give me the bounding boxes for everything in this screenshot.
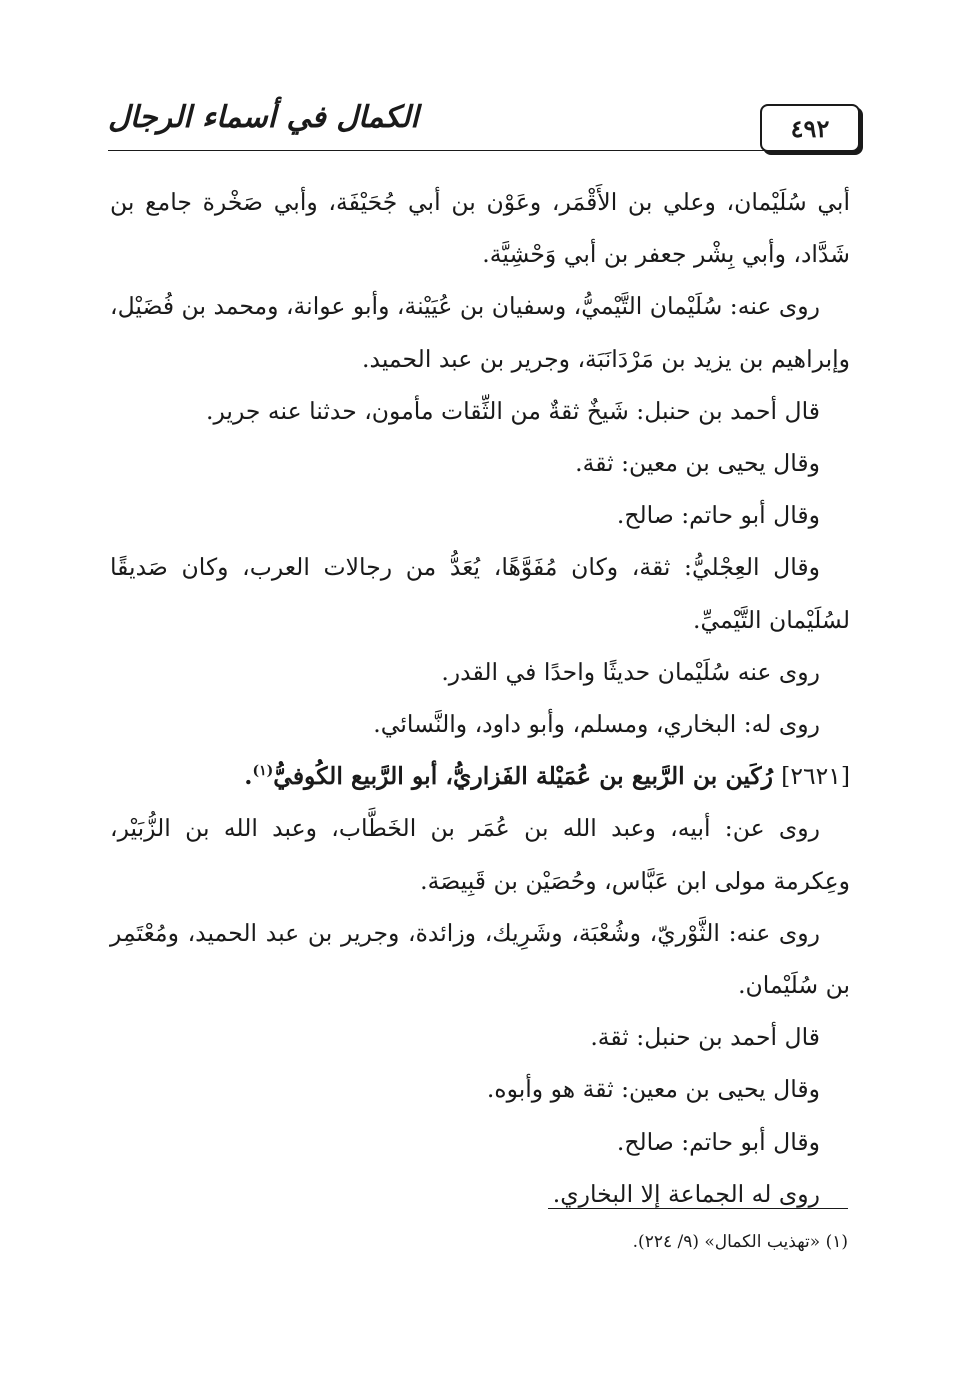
paragraph: قال أحمد بن حنبل: شَيخٌ ثقةٌ من الثِّقات مأمون، حدثنا عنه جرير. [205, 396, 820, 425]
paragraph: وقال أبو حاتم: صالح. [616, 501, 820, 530]
page-header [108, 96, 860, 156]
footnotes [108, 1228, 848, 1256]
footnote-separator [548, 1208, 848, 1209]
entry-heading [110, 750, 850, 802]
entry-number: [٢٦٢١] [781, 762, 850, 791]
header-rule [108, 150, 860, 151]
paragraph: وقال يحيى بن معين: ثقة هو وأبوه. [486, 1075, 820, 1104]
entry-end-punct: . [244, 762, 253, 791]
paragraph: أبي سُلَيْمان، وعلي بن الأَقْمَر، وعَوْن بن أبي جُحَيْفَة، وأبي صَخْرة جامع بن شَدَّاد، وأبي بِشْر جعفر بن أبي وَحْشِيَّة. [110, 188, 850, 269]
footnote: (١) «تهذيب الكمال» (٩/ ٢٢٤). [632, 1232, 848, 1252]
page-number-box [760, 104, 860, 152]
paragraph: وقال أبو حاتم: صالح. [616, 1127, 820, 1156]
entry-name: رُكَين بن الرَّبيع بن عُمَيْلة الفَزاريُّ، أبو الرَّبيع الكُوفيُّ [273, 762, 773, 791]
paragraph: روى له: البخاري، ومسلم، وأبو داود، والنَّسائي. [373, 710, 820, 739]
paragraph: روى عن: أبيه، وعبد الله بن عُمَر بن الخَطَّاب، وعبد الله بن الزُّبَيْر، وعِكرمة مولى ابن عَبَّاس، وحُصَيْن بن قَبِيصَة. [110, 814, 850, 895]
footnote-reference[interactable]: (١) [252, 763, 274, 780]
paragraph: روى عنه سُلَيْمان حديثًا واحدًا في القدر. [441, 657, 820, 686]
paragraph: روى عنه: الثَّوْريّ، وشُعْبَة، وشَرِيك، وزائدة، وجرير بن عبد الحميد، ومُعْتَمِر بن سُلَيْمان. [110, 918, 850, 1000]
page-number: ٤٩٢ [790, 113, 830, 143]
paragraph: قال أحمد بن حنبل: ثقة. [590, 1023, 820, 1052]
main-text [110, 176, 850, 1220]
paragraph: روى له الجماعة إلا البخاري. [552, 1179, 820, 1208]
paragraph: وقال يحيى بن معين: ثقة. [575, 449, 820, 478]
paragraph: روى عنه: سُلَيْمان التَّيْميُّ، وسفيان بن عُيَيْنة، وأبو عوانة، ومحمد بن فُضَيْل، وإبراهيم بن يزيد بن مَرْدَانَبَة، وجرير بن عبد الحميد. [110, 292, 850, 373]
paragraph: وقال العِجْليُّ: ثقة، وكان مُفَوَّهًا، يُعَدُّ من رجالات العرب، وكان صَديقًا لسُلَيْمان التَّيْميِّ. [110, 553, 850, 634]
book-title: الكمال في أسماء الرجال [108, 100, 419, 135]
